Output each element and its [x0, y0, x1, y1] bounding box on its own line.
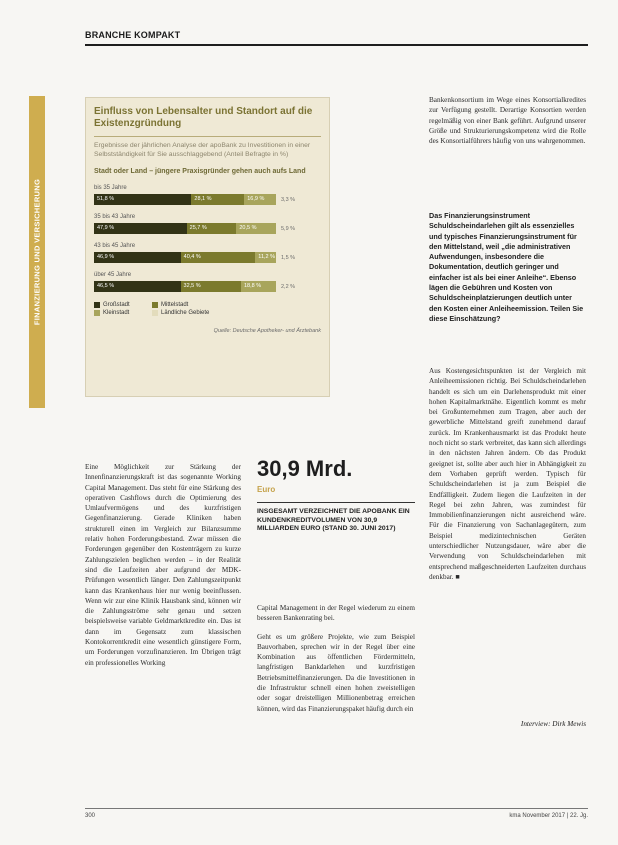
bar-track	[94, 223, 276, 234]
interviewer-credit: Interview: Dirk Mewis	[520, 720, 586, 728]
article-column-3-answer	[429, 366, 586, 590]
highlight-caption: INSGESAMT VERZEICHNET DIE APOBANK EIN KUNDENKREDITVOLUMEN VON 30,9 MILLIARDEN EURO (STAND 30. JUNI 2017)	[257, 508, 410, 533]
bar-segment: 25,7 %	[187, 223, 237, 234]
footer-rule	[85, 808, 588, 809]
bar-tail-label: 2,2 %	[281, 283, 296, 290]
bar-track	[94, 194, 276, 205]
chart-group	[94, 271, 321, 292]
category-label: 35 bis 43 Jahre	[94, 214, 136, 220]
highlight-number: 30,9 Mrd.	[257, 456, 353, 481]
section-header-label: BRANCHE KOMPAKT	[85, 30, 181, 40]
legend-swatch	[152, 310, 158, 316]
bar-row	[94, 281, 321, 292]
infographic-subtitle: Ergebnisse der jährlichen Analyse der apoBank zu Investitionen in einer Selbstständigkeit für Sie ausschlaggebend (Anteil Befragte in %)	[94, 136, 321, 159]
category-label: über 45 Jahre	[94, 272, 132, 278]
stacked-bar-chart	[94, 184, 321, 292]
bar-row	[94, 194, 321, 205]
header-rule	[85, 44, 588, 46]
legend-label: Kleinstadt	[103, 310, 130, 316]
bar-segment: 16,9 %	[244, 194, 276, 205]
legend-label: Ländliche Gebiete	[161, 310, 210, 316]
legend-label: Großstadt	[103, 302, 130, 308]
bar-segment: 51,8 %	[94, 194, 191, 205]
bar-track	[94, 252, 276, 263]
highlight-rule	[257, 502, 415, 503]
issue-info: kma November 2017 | 22. Jg.	[509, 813, 588, 819]
bar-segment: 46,9 %	[94, 252, 181, 263]
infographic-box	[85, 97, 330, 397]
bar-segment: 20,5 %	[236, 223, 276, 234]
interview-answer: Aus Kostengesichtspunkten ist der Vergleich mit Anleiheemissionen richtig. Bei Schuldscheindarlehen handelt es sich um ein Darlehensprodukt mit einer hohen Kapitalmarktnähe. Eigentlich kommt es mehr bei Großunternehmen zum Tragen, aber auch der gewerbliche Mittelstand greift zunehmend darauf zurück. Im Krankenhausmarkt ist das Produkt heute noch nicht so stark verbreitet, das kann sich allerdings in den nächsten Jahren ändern. Ob das Produkt geeignet ist, sollte aber auch hier in Abhängigkeit zu dem Vorhaben geprüft werden. Typisch für Schuldscheindarlehen ist ja zum Beispiel die Endfälligkeit. Zudem liegen die Laufzeiten in der Regel bei zehn Jahren, was zumindest für Immobilienfinanzierungen nicht ausreichend wäre. Für die Finanzierung von Sachanlagegütern, zum Beispiel medizintechnischen Geräten unterschiedlicher Nutzungsdauer, wäre aber die Verwendung von Schuldscheindarlehen mit entsprechend maßgeschneiderten Laufzeiten durchaus denkbar. ■	[429, 367, 586, 581]
highlight-unit: Euro	[257, 485, 276, 494]
article-column-1	[85, 462, 241, 676]
bar-row	[94, 252, 321, 263]
bar-segment: 18,8 %	[241, 281, 276, 292]
bar-tail-label: 1,5 %	[281, 254, 296, 261]
chart-group	[94, 213, 321, 234]
legend-swatch	[94, 310, 100, 316]
bar-segment: 47,9 %	[94, 223, 187, 234]
legend-label: Mittelstadt	[161, 302, 189, 308]
chart-group	[94, 184, 321, 205]
infographic-source: Quelle: Deutsche Apotheker- und Ärztebank	[213, 328, 321, 334]
bar-tail-label: 5,9 %	[281, 225, 296, 232]
category-label: bis 35 Jahre	[94, 185, 127, 191]
column-2-paragraph-2: Geht es um größere Projekte, wie zum Beispiel Bauvorhaben, sprechen wir in der Regel über eine Kombination aus öffentlichen Fördermitteln, langfristigen Bankdarlehen und kurzfristigen Betriebsmittelfinanzierungen. Da die Investitionen in die Infrastruktur schnell einen hohen zweistelligen oder sogar dreistelligen Millionenbetrag erreichen können, wird das Finanzierungspaket häufig durch ein	[257, 632, 415, 713]
column-3-paragraph-top: Bankenkonsortium im Wege eines Konsortialkredites zur Verfügung gestellt. Derartige Konsortien werden regelmäßig von einer Bank geführt. Aufgrund unserer Größe und Strukturierungskompetenz wird die Rolle des Konsortialführers häufig von uns wahrgenommen.	[429, 96, 586, 146]
bar-segment: 11,2 %	[255, 252, 276, 263]
bar-segment: 28,1 %	[191, 194, 244, 205]
infographic-heading: Stadt oder Land – jüngere Praxisgründer gehen auch aufs Land	[94, 168, 306, 175]
column-1-paragraph: Eine Möglichkeit zur Stärkung der Innenfinanzierungskraft ist das sogenannte Working Capital Management. Das steht für eine Stärkung des operativen Cashflows durch die Optimierung des Umlaufvermögens und des kurzfristigen Gegenfinanzierung. Gerade Kliniken haben strukturell einen im Vergleich zur Bilanzsumme relativ hohen Forderungsbestand. Zwar müssen die Forderungen gegenüber den Kostenträgern zu kurze Zahlungszielen beglichen werden – in der Realität sind die Laufzeiten aber aufgrund der MDK-Prüfungen wesentlich länger. Den Zahlungszeitpunkt kann das Krankenhaus hier nur wenig beeinflussen. Wenn wir zur eine Klinik Hausbank sind, können wir die Zahlungsströme sehr genau und setzen beispielsweise variable Geldmarktkredite ein. Das ist dann im Gegensatz zum klassischen Kontokorrentkredit eine wesentlich günstigere Form, um Forderungen vorzufinanzieren. Im Übrigen trägt ein professionelles Working	[85, 463, 241, 667]
legend-swatch	[94, 302, 100, 308]
bar-segment: 32,5 %	[181, 281, 241, 292]
legend-item	[94, 310, 152, 316]
bar-tail-label: 3,3 %	[281, 196, 296, 203]
legend-item	[152, 302, 232, 308]
bar-track	[94, 281, 276, 292]
side-section-label: FINANZIERUNG UND VERSICHERUNG	[32, 178, 42, 326]
side-section-tab	[29, 96, 45, 408]
article-column-3-top	[429, 95, 586, 154]
category-label: 43 bis 45 Jahre	[94, 243, 136, 249]
article-column-2	[257, 603, 415, 722]
legend-item	[94, 302, 152, 308]
chart-group	[94, 242, 321, 263]
legend-swatch	[152, 302, 158, 308]
chart-legend	[94, 302, 321, 316]
legend-item	[152, 310, 232, 316]
bar-segment: 46,5 %	[94, 281, 181, 292]
infographic-title: Einfluss von Lebensalter und Standort auf die Existenzgründung	[94, 106, 313, 129]
page-number: 300	[85, 813, 96, 819]
bar-row	[94, 223, 321, 234]
bar-segment: 40,4 %	[181, 252, 256, 263]
column-2-paragraph-1: Capital Management in der Regel wiederum zu einem besseren Bankenrating bei.	[257, 604, 415, 623]
interview-question: Das Finanzierungsinstrument Schuldscheindarlehen gilt als essenzielles und typisches Finanzierungsinstrument für den Mittelstand, weil „die administrativen Aufwendungen, insbesondere die Dokumentation, deutlich geringer und einfacher ist als bei einer Anleihe“. Ebenso lägen die Gebühren und Kosten von Schuldscheinplatzierungen deutlich unter den Kosten einer Anleiheemission. Teilen Sie diese Einschätzung?	[429, 211, 584, 323]
